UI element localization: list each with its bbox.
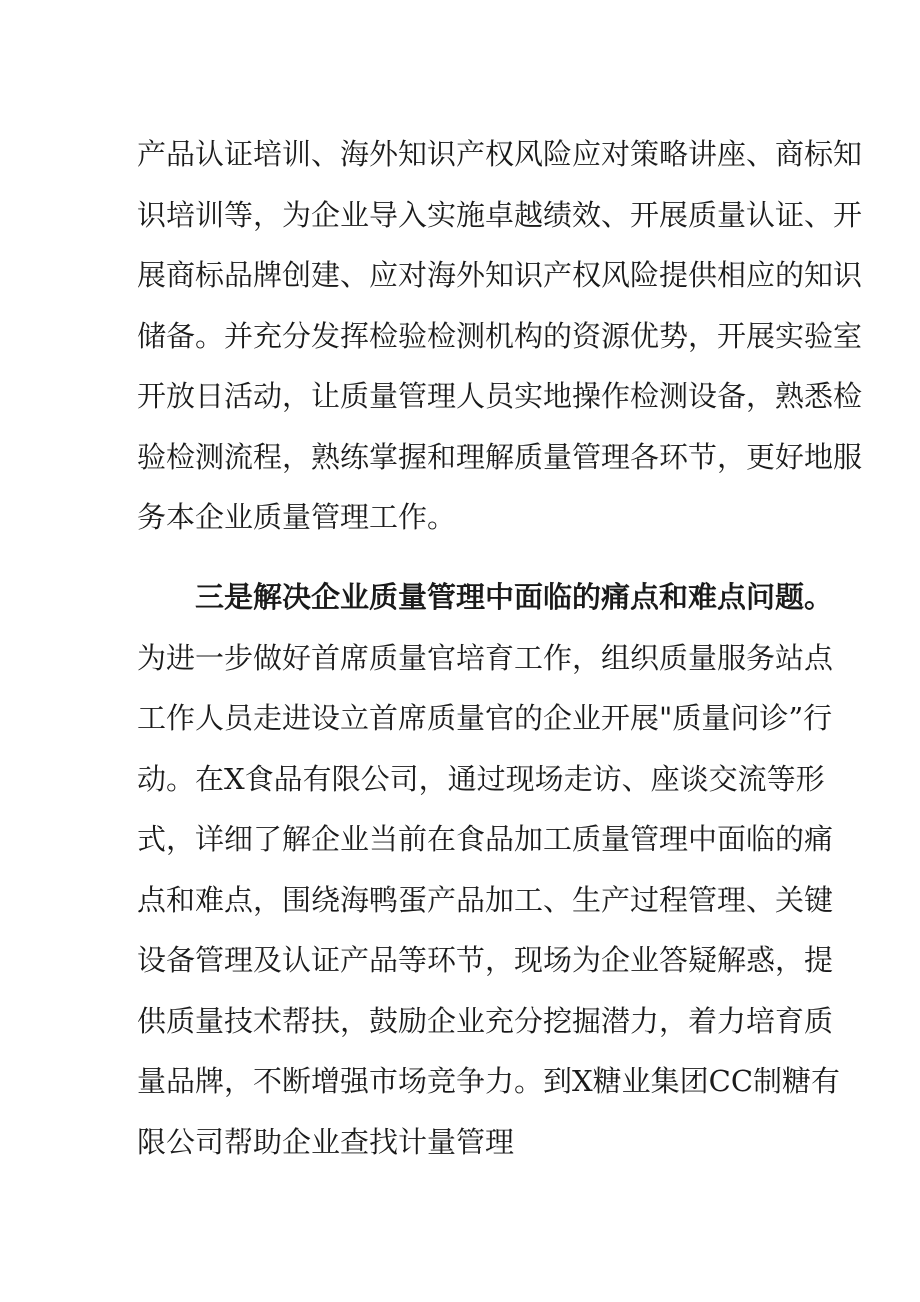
paragraph-line: 务本企业质量管理工作。 [137, 500, 457, 534]
paragraph-1 [137, 124, 863, 548]
paragraph-line: 工作人员走进设立首席质量官的企业开展"质量问诊”行 [137, 701, 833, 735]
paragraph-line: 开放日活动，让质量管理人员实地操作检测设备，熟悉检 [137, 379, 863, 413]
paragraph-line: 为进一步做好首席质量官培育工作，组织质量服务站点 [137, 640, 834, 675]
paragraph-2 [137, 567, 841, 1172]
paragraph-line: 动。在X食品有限公司，通过现场走访、座谈交流等形 [137, 761, 825, 796]
paragraph-line: 展商标品牌创建、应对海外知识产权风险提供相应的知识 [137, 258, 863, 292]
paragraph-line: 量品牌，不断增强市场竞争力。到X糖业集团CC制糖有 [137, 1064, 841, 1098]
paragraph-line: 产品认证培训、海外知识产权风险应对策略讲座、商标知 [137, 137, 863, 171]
paragraph-line: 储备。并充分发挥检验检测机构的资源优势，开展实验室 [137, 318, 863, 353]
paragraph-line: 供质量技术帮扶，鼓励企业充分挖掘潜力，着力培育质 [137, 1003, 834, 1038]
paragraph-line: 验检测流程，熟练掌握和理解质量管理各环节，更好地服 [137, 439, 863, 474]
paragraph-line: 点和难点，围绕海鸭蛋产品加工、生产过程管理、关键 [137, 882, 834, 917]
paragraph-line: 式，详细了解企业当前在食品加工质量管理中面临的痛 [137, 822, 834, 856]
section-heading: 三是解决企业质量管理中面临的痛点和难点问题。 [195, 580, 834, 614]
paragraph-line: 设备管理及认证产品等环节，现场为企业答疑解惑，提 [137, 943, 834, 977]
paragraph-line: 识培训等，为企业导入实施卓越绩效、开展质量认证、开 [137, 197, 863, 232]
paragraph-line: 限公司帮助企业查找计量管理 [137, 1124, 515, 1159]
